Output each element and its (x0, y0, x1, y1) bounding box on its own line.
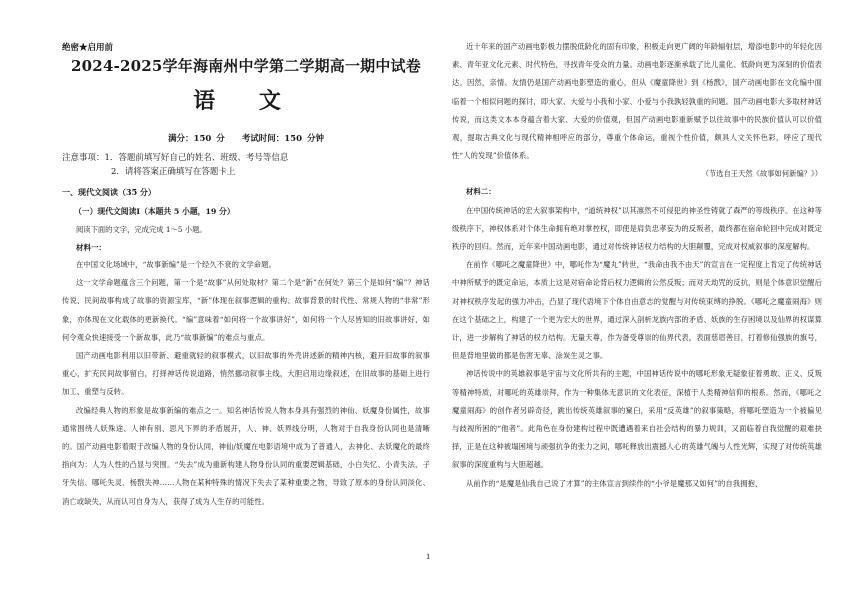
source-attribution: （节选自王天然《故事如何新编？》） (701, 169, 822, 179)
material-one-label: 材料一： (76, 243, 106, 252)
paragraph: 改编经典人物的形象是故事新编的难点之一。知名神话传说人物本身具有强烈的神仙、妖魔身份属性，故事通常围绕人妖殊途、人神有别、思凡下界的矛盾展开，人、神、妖界线分明，人物对于自我身份认同也是清晰的。国产动画电影着眼于改编人物的身份认同，神仙/妖魔在电影语境中成为了普通人，去神化、去妖魔化的最终指向为：人为人性的凸显与突围。“失去”成为重新构建人物身份认同的重要逻辑基础，小白失忆、小青失法、子牙失信、哪吒失灵、杨戬失神……人物在某种特殊的情况下失去了某种重要之物，导致了原本的身份认同淡化、消亡或缺失，从而认可自身为人，获得了成为人生存的可能性。 (62, 405, 430, 506)
page-number: 1 (426, 553, 431, 561)
paragraph: 这一文学命题蕴含三个问题，第一个是“故事”从何处取材？第二个是“新”在何处？第三个是如何“编”？神话传说、民间故事构成了故事的资源宝库，“新”体现在叙事逻辑的重构、故事背景的时代性、常规人物的“非常”形象，亦体现在文化载体的更新换代。“编”意味着“如何将一个故事讲好”，如何将一个人尽皆知的旧故事讲好，如何令观众快速接受一个新故事，此乃“故事新编”的难点与重点。 (62, 278, 430, 342)
paragraph: 在前作《哪吒之魔童降世》中，哪吒作为“魔丸”转世，“我命由我不由天”的宣言在一定程度上肯定了传统神话中神所赋予的既定命运，本质上这是对宿命论背后权力逻辑的公然反叛；而对天劫咒的反抗，则是个体意识觉醒后对神权秩序发起的强力冲击，凸显了现代语境下个体自由意志的觉醒与对传统束缚的挣脱。《哪吒之魔童闹海》则在这个基础之上，构建了一个更为宏大的世界，通过深入剖析龙族内部的矛盾、妖族的生存困境以及仙界的权谋算计，进一步解构了神话的权力结构。无量天尊，作为备受尊崇的仙界代表，表面慈眉善目，打着修仙强族的旗号，但是背地里做的都是伤害无辜、涂炭生灵之事。 (452, 260, 822, 361)
material-two-label: 材料二： (466, 187, 496, 197)
subject-title: 语 文 (193, 88, 299, 114)
score-time-line: 满分：150 分 考试时间：150 分钟 (168, 134, 324, 144)
paragraph: 近十年来的国产动画电影极力摆脱低龄化的固有印象，积极走向更广阔的年龄辐射层，增添电影中的年轻化因素、青年亚文化元素、时代特色，寻找青年受众的力量。动画电影逐渐承载了比儿童化、低龄向更为深刻的价值表达。因然，亲情、友情仍是国产动画电影塑造的重心，但从《魔童降世》到《杨戬》，国产动画电影在文化编中面临着一个相似问题的探讨，即大家、大爱与小我和小家、小爱与小我孰轻孰重的问题。国产动画电影大多取材神话传说，而这类文本本身蕴含着大家、大爱的价值观，但国产动画电影重新赋予以往故事中的民族价值认可以价值观，提取古典文化与现代精神相呼应的部分，尊重个体命运，重视个性价值，颇具人文关怀色彩，呼应了现代性“人的发现”价值体系。 (452, 42, 822, 161)
subsection-heading: （一）现代文阅读Ⅰ（本题共 5 小题，19 分） (74, 207, 235, 216)
left-body (62, 256, 430, 511)
paragraph: 神话传说中的英雄叙事是宇宙与文化所共有的主题，中国神话传说中的哪吒形象无疑象征着勇敢、正义、反叛等精神特质，对哪吒的英雄崇拜，作为一种集体无意识的文化表征，深植于人类精神信仰的根系。然而，《哪吒之魔童闹海》的创作者另辟奇径，跳出传统英雄叙事的窠臼，采用“反英雄”的叙事策略，将哪吒塑造为一个被偏见与歧视所困的“他者”。此角色在身份建构过程中既遭遇着来自社会结构的暴力规训，又面临着自我觉醒的艰难抉择，正是在这种被塌困境与顽强抗争的张力之间，哪吒释放出震撼人心的英雄气魄与人性光辉，实现了对传统英雄叙事的深度重构与大胆超越。 (452, 369, 822, 470)
instruction: 阅读下面的文字，完成完成 1～5 小题。 (76, 225, 207, 234)
right-body (452, 38, 822, 493)
exam-title: 2024-2025学年海南州中学第二学期高一期中试卷 (71, 57, 421, 75)
paragraph: 在中国文化场域中，“故事新编”是一个经久不衰的文学命题。 (76, 260, 276, 269)
section-heading: 一、现代文阅读（35 分） (62, 187, 156, 197)
secret-label: 绝密★启用前 (62, 43, 114, 53)
paragraph: 国产动画电影利用以旧带新、避重就轻的叙事模式，以旧故事的外壳讲述新的精神内核，避开旧故事的叙事重心，扩充民间故事留白，打择神话传说道路，悄然挪动叙事主线，大胆启用边缘叙述，在旧故事的基础上进行加工、重塑与反转。 (62, 351, 430, 397)
paragraph: 在中国传统神话的宏大叙事架构中，“道统神权”以其凛然不可侵犯的神圣性铸就了森严的等级秩序。在这种等级秩序下，神权体系对个体生命拥有绝对掌控权，即使是肩负忠孝妄为的反叛者，最终都在宿命轮回中完成对既定秩序的回归。然而，近年来中国动画电影，通过对传统神话权力结构的大胆颠覆，完成对权威叙事的深度解构。 (452, 205, 822, 252)
notice-line-1: 注意事项：1．答题前填写好自己的姓名、班级、考号等信息 (62, 153, 289, 163)
paragraph: 从前作的“是魔是仙我自己说了才算”的主体宣言到续作的“小爷是魔那又如何”的自我拥抱， (466, 478, 763, 488)
notice-line-2: 2．请将答案正确填写在答题卡上 (111, 167, 236, 177)
